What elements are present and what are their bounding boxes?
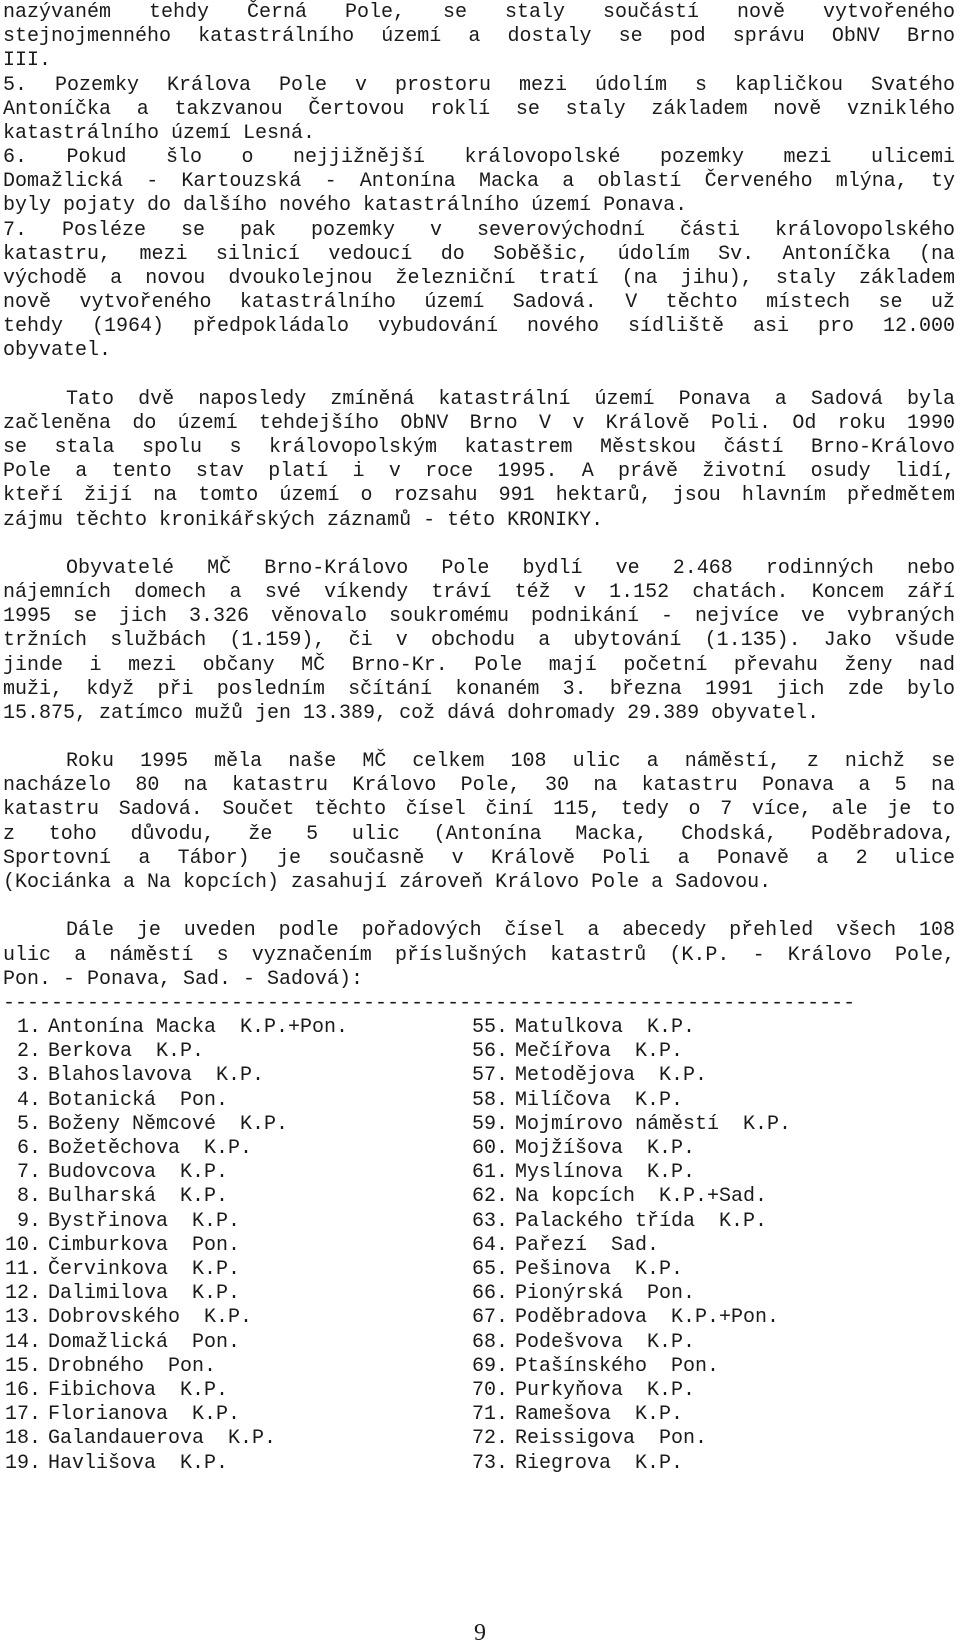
street-name-cadastre: Bulharská K.P. bbox=[48, 1185, 229, 1209]
street-number: 73. bbox=[471, 1451, 508, 1475]
street-list-item bbox=[450, 1063, 707, 1088]
text-line: z toho důvodu, že 5 ulic (Antonína Macka, Chodská, Poděbradova, bbox=[3, 823, 955, 846]
text-line: začleněna do území tehdejšího ObNV Brno V v Králově Poli. Od roku 1990 bbox=[3, 412, 955, 435]
text-line: III. bbox=[3, 49, 52, 72]
text-line: 7. Posléze se pak pozemky v severovýchodní části královopolského bbox=[3, 219, 955, 242]
street-name-cadastre: Dalimilova K.P. bbox=[48, 1282, 241, 1306]
text-line: kteří žijí na tomto území o rozsahu 991 hektarů, jsou hlavním předmětem bbox=[3, 484, 955, 507]
street-number: 5. bbox=[16, 1112, 41, 1136]
page-number: 9 bbox=[474, 1620, 486, 1646]
street-list-item bbox=[450, 1257, 683, 1282]
street-list-item bbox=[450, 1305, 779, 1330]
street-number: 61. bbox=[471, 1161, 508, 1185]
street-name-cadastre: Božetěchova K.P. bbox=[48, 1137, 253, 1160]
street-name-cadastre: Drobného Pon. bbox=[48, 1354, 217, 1378]
text-line: zájmu těchto kronikářských záznamů - této KRONIKY. bbox=[3, 509, 604, 532]
street-number: 1. bbox=[16, 1016, 41, 1039]
street-number: 10. bbox=[4, 1233, 41, 1257]
street-number: 68. bbox=[471, 1330, 508, 1354]
street-number: 63. bbox=[471, 1209, 508, 1233]
street-list-item bbox=[450, 1160, 695, 1185]
street-number: 69. bbox=[471, 1354, 508, 1378]
street-number: 8. bbox=[16, 1185, 41, 1209]
text-line: obyvatel. bbox=[3, 339, 112, 362]
text-line: Dále je uveden podle pořadových čísel a abecedy přehled všech 108 bbox=[66, 919, 955, 942]
street-name-cadastre: Mojžíšova K.P. bbox=[515, 1137, 696, 1160]
street-number: 19. bbox=[4, 1451, 41, 1475]
street-list-item bbox=[0, 1039, 204, 1064]
text-line: Tato dvě naposledy zmíněná katastrální území Ponava a Sadová byla bbox=[66, 388, 955, 411]
street-name-cadastre: Blahoslavova K.P. bbox=[48, 1064, 265, 1088]
text-line: 15.875, zatímco mužů jen 13.389, což dává dohromady 29.389 obyvatel. bbox=[3, 702, 820, 725]
street-number: 16. bbox=[4, 1379, 41, 1402]
street-list-item bbox=[0, 1378, 228, 1403]
text-line: nacházelo 80 na katastru Královo Pole, 30 na katastru Ponava a 5 na bbox=[3, 774, 955, 797]
street-list-item bbox=[0, 1112, 288, 1137]
text-line: tehdy (1964) předpokládalo vybudování nového sídliště asi pro 12.000 bbox=[3, 315, 955, 338]
street-name-cadastre: Ptašínského Pon. bbox=[515, 1354, 720, 1378]
street-number: 6. bbox=[16, 1137, 41, 1160]
street-name-cadastre: Mečířova K.P. bbox=[515, 1040, 684, 1064]
street-name-cadastre: Berkova K.P. bbox=[48, 1040, 205, 1064]
separator-rule: ----------------------------------------------------------------------- bbox=[3, 992, 856, 1015]
street-list-item bbox=[450, 1136, 695, 1161]
street-list-item bbox=[450, 1039, 683, 1064]
street-list-item bbox=[0, 1354, 216, 1379]
text-line: nazývaném tehdy Černá Pole, se staly součástí nově vytvořeného bbox=[3, 1, 955, 24]
street-list-item bbox=[450, 1088, 683, 1113]
street-number: 60. bbox=[471, 1137, 508, 1160]
text-line: byly pojaty do dalšího nového katastrálního území Ponava. bbox=[3, 194, 688, 217]
street-number: 71. bbox=[471, 1403, 508, 1427]
street-name-cadastre: Pařezí Sad. bbox=[515, 1233, 660, 1257]
street-name-cadastre: Boženy Němcové K.P. bbox=[48, 1112, 289, 1136]
text-line: stejnojmenného katastrálního území a dostaly se pod správu ObNV Brno bbox=[3, 25, 955, 48]
street-name-cadastre: Botanická Pon. bbox=[48, 1088, 229, 1112]
street-number: 55. bbox=[471, 1016, 508, 1039]
street-name-cadastre: Galandauerova K.P. bbox=[48, 1427, 277, 1451]
street-number: 70. bbox=[471, 1379, 508, 1402]
street-list-item bbox=[0, 1305, 252, 1330]
street-list-item bbox=[0, 1257, 240, 1282]
street-number: 12. bbox=[4, 1282, 41, 1306]
street-list-item bbox=[450, 1402, 683, 1427]
street-number: 13. bbox=[4, 1306, 41, 1330]
street-number: 9. bbox=[16, 1209, 41, 1233]
street-number: 14. bbox=[4, 1330, 41, 1354]
street-list-item bbox=[450, 1184, 767, 1209]
street-list-item bbox=[0, 1184, 228, 1209]
street-name-cadastre: Fibichova K.P. bbox=[48, 1379, 229, 1402]
street-number: 7. bbox=[16, 1161, 41, 1185]
text-line: Obyvatelé MČ Brno-Královo Pole bydlí ve 2.468 rodinných nebo bbox=[66, 557, 955, 580]
street-list-item bbox=[0, 1426, 276, 1451]
street-name-cadastre: Reissigova Pon. bbox=[515, 1427, 708, 1451]
street-name-cadastre: Cimburkova Pon. bbox=[48, 1233, 241, 1257]
street-list-item bbox=[0, 1281, 240, 1306]
street-name-cadastre: Florianova K.P. bbox=[48, 1403, 241, 1427]
street-name-cadastre: Poděbradova K.P.+Pon. bbox=[515, 1306, 780, 1330]
text-line: východě a novou dvoukolejnou železniční tratí (na jihu), staly základem bbox=[3, 267, 955, 290]
street-number: 4. bbox=[16, 1088, 41, 1112]
street-name-cadastre: Metodějova K.P. bbox=[515, 1064, 708, 1088]
text-line: Pole a tento stav platí i v roce 1995. A právě životní osudy lidí, bbox=[3, 460, 955, 483]
street-name-cadastre: Palackého třída K.P. bbox=[515, 1209, 768, 1233]
text-line: jinde i mezi občany MČ Brno-Kr. Pole mají početní převahu ženy nad bbox=[3, 654, 955, 677]
text-line: Antoníčka a takzvanou Čertovou roklí se staly základem nově vzniklého bbox=[3, 98, 955, 121]
text-line: Domažlická - Kartouzská - Antonína Macka a oblastí Červeného mlýna, ty bbox=[3, 170, 955, 193]
street-list-item bbox=[0, 1451, 228, 1476]
street-number: 57. bbox=[471, 1064, 508, 1088]
street-number: 58. bbox=[471, 1088, 508, 1112]
street-list-item bbox=[450, 1378, 695, 1403]
street-name-cadastre: Na kopcích K.P.+Sad. bbox=[515, 1185, 768, 1209]
street-list-item bbox=[0, 1063, 264, 1088]
street-list-item bbox=[450, 1209, 767, 1234]
street-number: 72. bbox=[471, 1427, 508, 1451]
text-line: se stala spolu s královopolským katastrem Městskou částí Brno-Královo bbox=[3, 436, 955, 459]
street-number: 56. bbox=[471, 1040, 508, 1064]
street-name-cadastre: Domažlická Pon. bbox=[48, 1330, 241, 1354]
street-name-cadastre: Bystřinova K.P. bbox=[48, 1209, 241, 1233]
street-name-cadastre: Budovcova K.P. bbox=[48, 1161, 229, 1185]
street-name-cadastre: Myslínova K.P. bbox=[515, 1161, 696, 1185]
text-line: nově vytvořeného katastrálního území Sadová. V těchto místech se už bbox=[3, 291, 955, 314]
street-number: 18. bbox=[4, 1427, 41, 1451]
street-list-item bbox=[450, 1233, 659, 1258]
street-name-cadastre: Červinkova K.P. bbox=[48, 1258, 241, 1281]
text-line: katastru, mezi silnicí vedoucí do Soběšic, údolím Sv. Antoníčka (na bbox=[3, 243, 955, 266]
street-number: 3. bbox=[16, 1064, 41, 1088]
street-list-item bbox=[0, 1209, 240, 1234]
street-list-item bbox=[0, 1136, 252, 1161]
street-number: 15. bbox=[4, 1354, 41, 1378]
text-line: 6. Pokud šlo o nejjižnější královopolské pozemky mezi ulicemi bbox=[3, 146, 955, 169]
text-line: nájemních domech a své víkendy tráví též v 1.152 chatách. Koncem září bbox=[3, 581, 955, 604]
street-number: 66. bbox=[471, 1282, 508, 1306]
street-number: 2. bbox=[16, 1040, 41, 1064]
street-list-item bbox=[0, 1330, 240, 1355]
text-line: katastru Sadová. Součet těchto čísel činí 115, tedy o 7 více, ale je to bbox=[3, 798, 955, 821]
street-name-cadastre: Ramešova K.P. bbox=[515, 1403, 684, 1427]
street-list-item bbox=[450, 1451, 683, 1476]
street-list-item bbox=[0, 1015, 348, 1040]
street-list-item bbox=[0, 1402, 240, 1427]
street-name-cadastre: Havlišova K.P. bbox=[48, 1451, 229, 1475]
text-line: katastrálního území Lesná. bbox=[3, 122, 316, 145]
street-name-cadastre: Pionýrská Pon. bbox=[515, 1282, 696, 1306]
street-number: 17. bbox=[4, 1403, 41, 1427]
street-number: 67. bbox=[471, 1306, 508, 1330]
street-number: 65. bbox=[471, 1258, 508, 1281]
street-name-cadastre: Mojmírovo náměstí K.P. bbox=[515, 1112, 792, 1136]
street-list-item bbox=[0, 1233, 240, 1258]
street-name-cadastre: Matulkova K.P. bbox=[515, 1016, 696, 1039]
text-line: (Kociánka a Na kopcích) zasahují zároveň Královo Pole a Sadovou. bbox=[3, 871, 772, 894]
text-line: Sportovní a Tábor) je současně v Králově Poli a Ponavě a 2 ulice bbox=[3, 847, 955, 870]
street-list-item bbox=[0, 1088, 228, 1113]
street-name-cadastre: Pešinova K.P. bbox=[515, 1258, 684, 1281]
street-list-item bbox=[450, 1330, 695, 1355]
street-list-item bbox=[0, 1160, 228, 1185]
street-name-cadastre: Dobrovského K.P. bbox=[48, 1306, 253, 1330]
street-name-cadastre: Riegrova K.P. bbox=[515, 1451, 684, 1475]
street-list-item bbox=[450, 1112, 791, 1137]
text-line: ulic a náměstí s vyznačením příslušných katastrů (K.P. - Královo Pole, bbox=[3, 944, 955, 967]
street-number: 11. bbox=[4, 1258, 41, 1281]
text-line: 1995 se jich 3.326 věnovalo soukromému podnikání - nejvíce ve vybraných bbox=[3, 605, 955, 628]
street-list-item bbox=[450, 1281, 695, 1306]
text-line: muži, když při posledním sčítání konaném 3. března 1991 jich zde bylo bbox=[3, 678, 955, 701]
street-name-cadastre: Podešvova K.P. bbox=[515, 1330, 696, 1354]
text-line: Pon. - Ponava, Sad. - Sadová): bbox=[3, 968, 364, 991]
street-list-item bbox=[450, 1426, 707, 1451]
text-line: 5. Pozemky Králova Pole v prostoru mezi údolím s kapličkou Svatého bbox=[3, 74, 955, 97]
street-number: 62. bbox=[471, 1185, 508, 1209]
street-list-item bbox=[450, 1015, 695, 1040]
text-line: Roku 1995 měla naše MČ celkem 108 ulic a náměstí, z nichž se bbox=[66, 750, 955, 773]
street-number: 64. bbox=[471, 1233, 508, 1257]
text-line: tržních službách (1.159), či v obchodu a ubytování (1.135). Jako všude bbox=[3, 629, 955, 652]
street-name-cadastre: Purkyňova K.P. bbox=[515, 1379, 696, 1402]
street-name-cadastre: Milíčova K.P. bbox=[515, 1088, 684, 1112]
street-name-cadastre: Antonína Macka K.P.+Pon. bbox=[48, 1016, 349, 1039]
street-number: 59. bbox=[471, 1112, 508, 1136]
street-list-item bbox=[450, 1354, 719, 1379]
